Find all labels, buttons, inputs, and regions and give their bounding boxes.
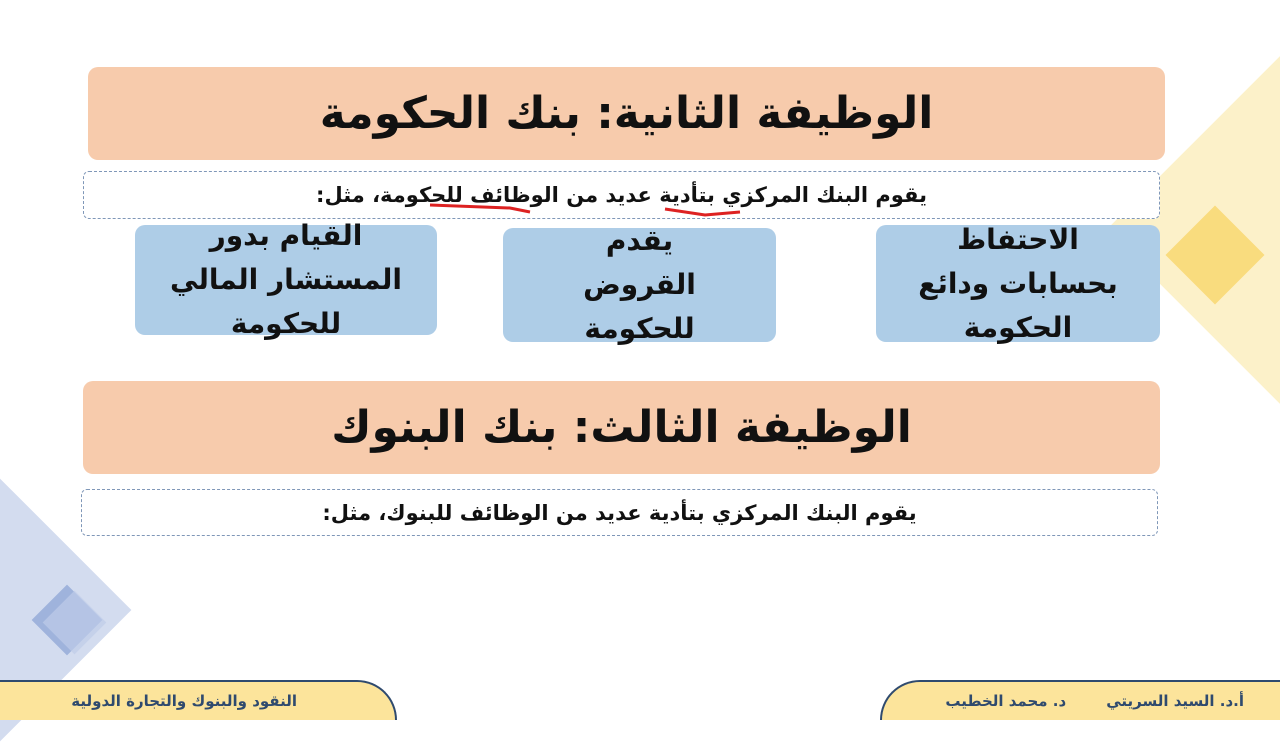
section3-intro-text: يقوم البنك المركزي بتأدية عديد من الوظائف للبنوك، مثل: [322, 500, 917, 525]
course-name: النقود والبنوك والتجارة الدولية [71, 692, 297, 710]
card-government-loans [503, 224, 776, 345]
card-financial-advisor [135, 219, 437, 340]
section3-title-text: الوظيفة الثالث: بنك البنوك [331, 402, 912, 453]
section2-intro-text: يقوم البنك المركزي بتأدية عديد من الوظائف للحكومة، مثل: [316, 183, 927, 207]
annotation-underline-icon [420, 200, 750, 220]
card-government-deposits [876, 222, 1160, 344]
author-1: أ.د. السيد السريتي [1106, 692, 1244, 710]
footer-course [0, 680, 397, 720]
card-text: القيام بدور المستشار المالي للحكومة [170, 219, 402, 340]
footer-authors [880, 680, 1280, 720]
section2-title [88, 67, 1165, 160]
card-text: الاحتفاظ بحسابات ودائع الحكومة [918, 222, 1118, 344]
section3-title [83, 381, 1160, 474]
author-2: د. محمد الخطيب [945, 692, 1067, 710]
section2-title-text: الوظيفة الثانية: بنك الحكومة [319, 88, 934, 139]
section3-intro [81, 489, 1158, 536]
card-text: يقدم القروض للحكومة [583, 224, 696, 345]
